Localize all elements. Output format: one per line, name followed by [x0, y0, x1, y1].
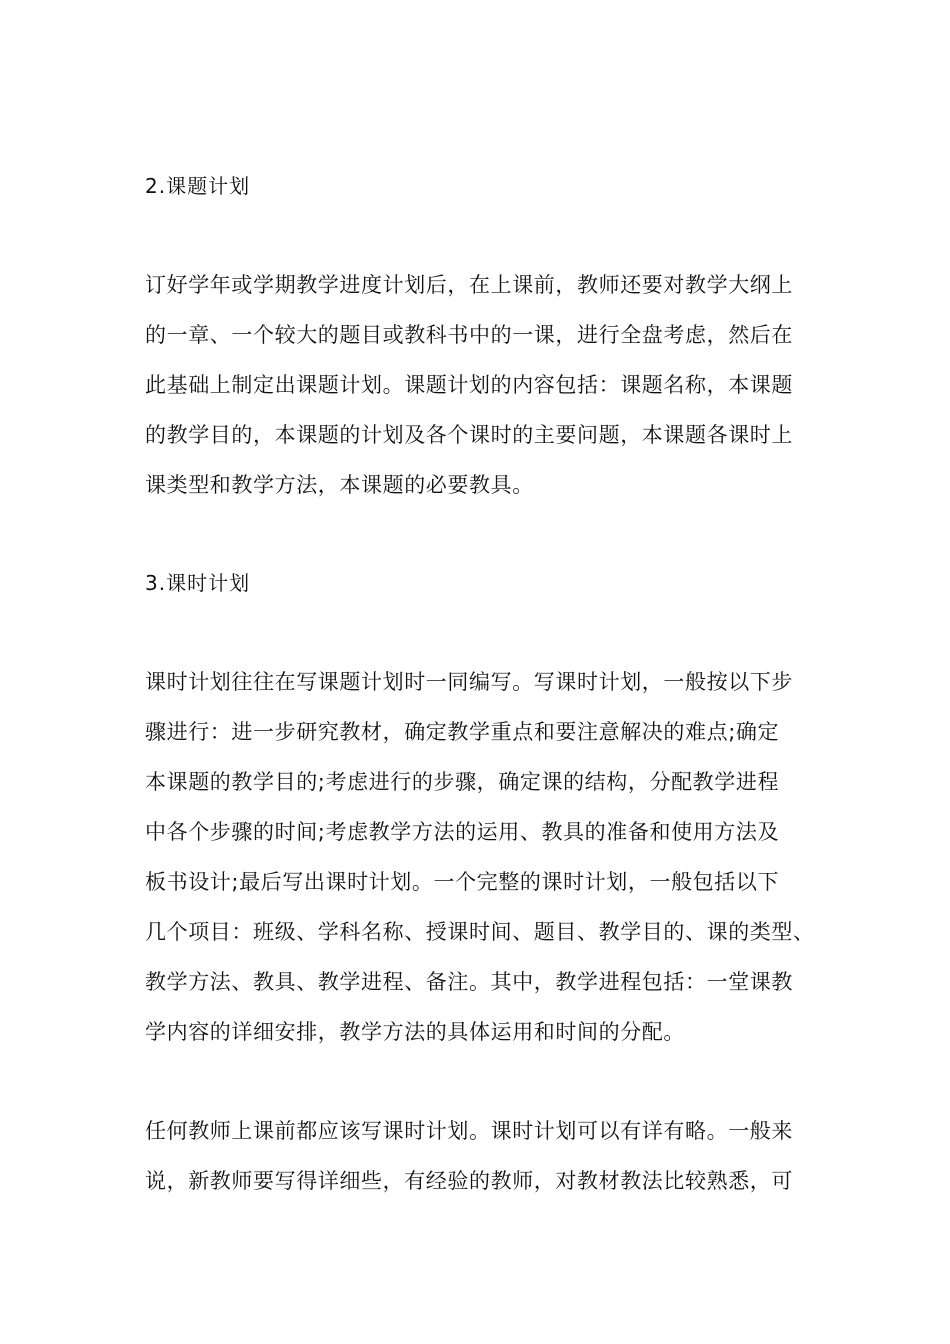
section-2-heading: 2.课题计划: [145, 174, 251, 198]
paragraph-line: 说，新教师要写得详细些，有经验的教师，对教材教法比较熟悉，可: [145, 1169, 793, 1193]
paragraph-line: 学内容的详细安排，教学方法的具体运用和时间的分配。: [145, 1020, 685, 1044]
paragraph-line: 板书设计;最后写出课时计划。一个完整的课时计划，一般包括以下: [145, 870, 780, 894]
paragraph-line: 本课题的教学目的;考虑进行的步骤，确定课的结构，分配教学进程: [145, 770, 780, 794]
paragraph-line: 订好学年或学期教学进度计划后，在上课前，教师还要对教学大纲上: [145, 273, 793, 297]
paragraph-line: 教学方法、教具、教学进程、备注。其中，教学进程包括：一堂课教: [145, 970, 793, 994]
paragraph-line: 的一章、一个较大的题目或教科书中的一课，进行全盘考虑，然后在: [145, 323, 793, 347]
paragraph-line: 几个项目：班级、学科名称、授课时间、题目、教学目的、课的类型、: [145, 920, 815, 944]
section-3-heading: 3.课时计划: [145, 571, 251, 595]
paragraph-line: 课类型和教学方法，本课题的必要教具。: [145, 473, 534, 497]
paragraph-line: 骤进行：进一步研究教材，确定教学重点和要注意解决的难点;确定: [145, 720, 780, 744]
paragraph-line: 此基础上制定出课题计划。课题计划的内容包括：课题名称，本课题: [145, 373, 793, 397]
paragraph-line: 的教学目的，本课题的计划及各个课时的主要问题，本课题各课时上: [145, 423, 793, 447]
paragraph-line: 课时计划往往在写课题计划时一同编写。写课时计划，一般按以下步: [145, 670, 793, 694]
paragraph-line: 中各个步骤的时间;考虑教学方法的运用、教具的准备和使用方法及: [145, 820, 780, 844]
paragraph-line: 任何教师上课前都应该写课时计划。课时计划可以有详有略。一般来: [145, 1119, 793, 1143]
